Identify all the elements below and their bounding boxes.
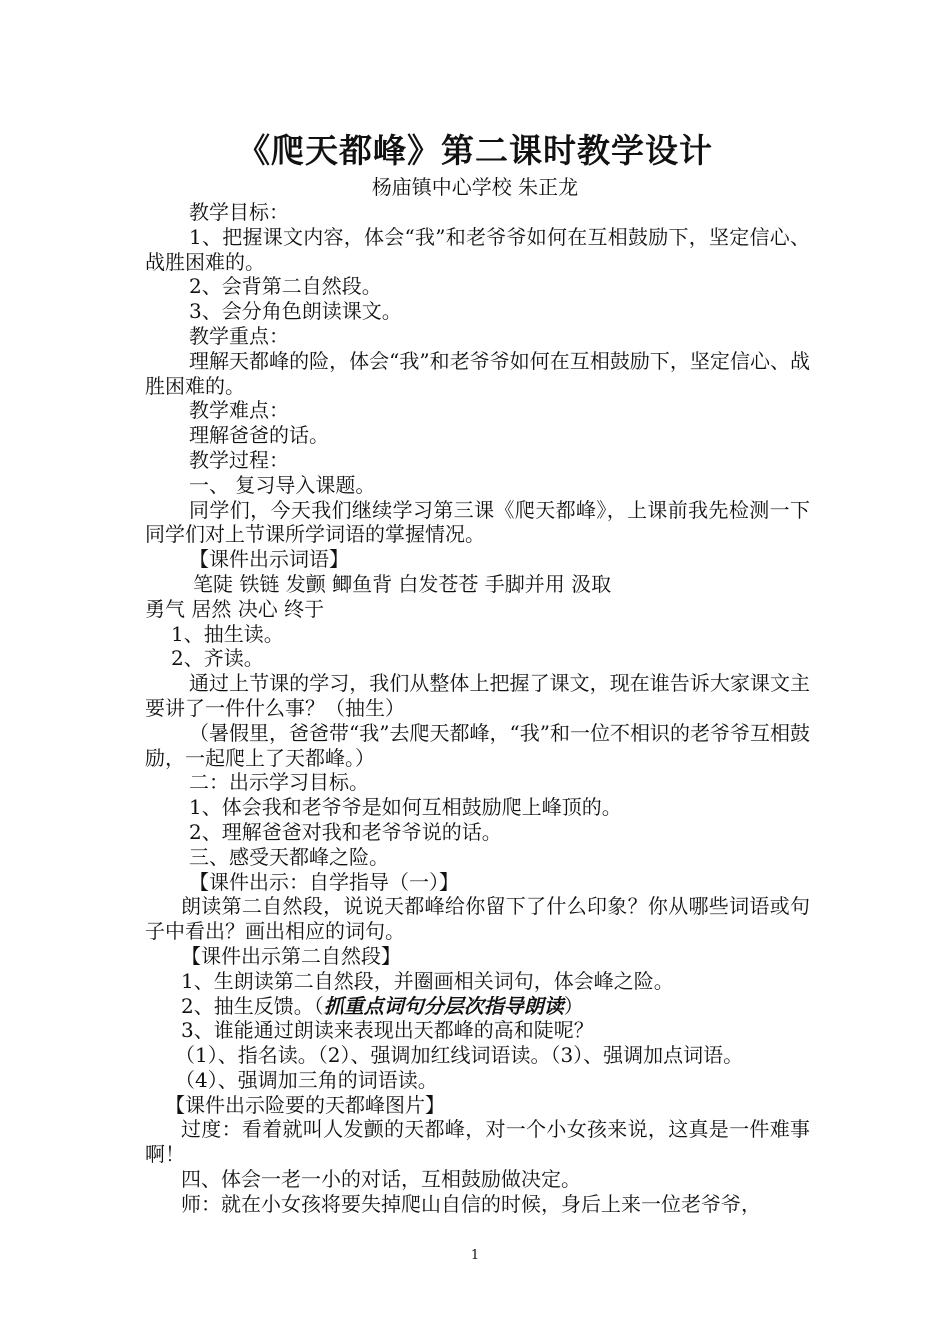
activity-read-1: 1、抽生读。 xyxy=(171,621,284,646)
goal-1: 1、体会我和老爷爷是如何互相鼓励爬上峰顶的。 xyxy=(189,795,622,820)
guide-instruction: 朗读第二自然段，说说天都峰给你留下了什么印象？你从哪些词语或句子中看出？画出相应的词句。 xyxy=(145,894,810,944)
key-point-text: 理解天都峰的险，体会“我”和老爷爷如何在互相鼓励下，坚定信心、战胜困难的。 xyxy=(145,348,810,398)
activity-circle-words: 1、生朗读第二自然段，并圈画相关词句，体会峰之险。 xyxy=(181,968,674,993)
slide-note-guide: 【课件出示：自学指导（一）】 xyxy=(189,869,459,894)
transition-text: 过度：看着就叫人发颤的天都峰，对一个小女孩来说，这真是一件难事啊！ xyxy=(145,1117,810,1167)
teacher-narration: 师：就在小女孩将要失掉爬山自信的时候，身后上来一位老爷爷， xyxy=(181,1191,761,1216)
reading-methods-1: （1）、指名读。（2）、强调加红线词语读。（3）、强调加点词语。 xyxy=(175,1043,744,1068)
slide-note-picture: 【课件出示险要的天都峰图片】 xyxy=(165,1092,445,1117)
activity-expressive-reading: 3、谁能通过朗读来表现出天都峰的高和陡呢？ xyxy=(181,1018,594,1043)
step-4-heading: 四、体会一老一小的对话，互相鼓励做决定。 xyxy=(181,1167,581,1192)
difficulty-text: 理解爸爸的话。 xyxy=(189,423,329,448)
heading-key-points: 教学重点： xyxy=(189,323,289,348)
goal-2: 2、理解爸爸对我和老爷爷说的话。 xyxy=(189,819,502,844)
step-3-heading: 三、感受天都峰之险。 xyxy=(189,844,389,869)
slide-note-vocabulary: 【课件出示词语】 xyxy=(189,547,349,572)
review-answer: （暑假里，爸爸带“我”去爬天都峰，“我”和一位不相识的老爷爷互相鼓励，一起爬上了天都峰。） xyxy=(145,720,810,770)
objective-2: 2、会背第二自然段。 xyxy=(189,274,382,299)
author-line: 杨庙镇中心学校 朱正龙 xyxy=(371,175,579,199)
vocabulary-line-1: 笔陡 铁链 发颤 鲫鱼背 白发苍苍 手脚并用 汲取 xyxy=(193,571,612,596)
step-1-heading: 一、 复习导入课题。 xyxy=(189,472,376,497)
page-number: 1 xyxy=(470,1248,480,1263)
vocabulary-line-2: 勇气 居然 决心 终于 xyxy=(145,596,325,621)
objective-3: 3、会分角色朗读课文。 xyxy=(189,299,402,324)
document-title: 《爬天都峰》第二课时教学设计 xyxy=(237,131,713,170)
review-question: 通过上节课的学习，我们从整体上把握了课文，现在谁告诉大家课文主要讲了一件什么事？（抽生） xyxy=(145,671,810,720)
feedback-suffix: ） xyxy=(563,993,584,1018)
feedback-prefix: 2、抽生反馈。（ xyxy=(181,993,324,1018)
objective-1: 1、把握课文内容，体会“我”和老爷爷如何在互相鼓励下，坚定信心、战胜困难的。 xyxy=(145,224,810,274)
intro-paragraph: 同学们，今天我们继续学习第三课《爬天都峰》，上课前我先检测一下同学们对上节课所学词语的掌握情况。 xyxy=(145,497,810,547)
heading-objectives: 教学目标： xyxy=(189,200,289,224)
document-body xyxy=(145,200,810,1217)
reading-methods-2: （4）、强调加三角的词语读。 xyxy=(175,1067,438,1092)
activity-read-2: 2、齐读。 xyxy=(171,646,264,671)
activity-feedback xyxy=(145,994,810,1019)
heading-process: 教学过程： xyxy=(189,447,289,472)
heading-difficulties: 教学难点： xyxy=(189,398,289,423)
feedback-emphasis: 抓重点词句分层次指导朗读 xyxy=(323,993,564,1018)
step-2-heading: 二：出示学习目标。 xyxy=(189,770,369,795)
slide-note-paragraph-2: 【课件出示第二自然段】 xyxy=(181,943,401,968)
